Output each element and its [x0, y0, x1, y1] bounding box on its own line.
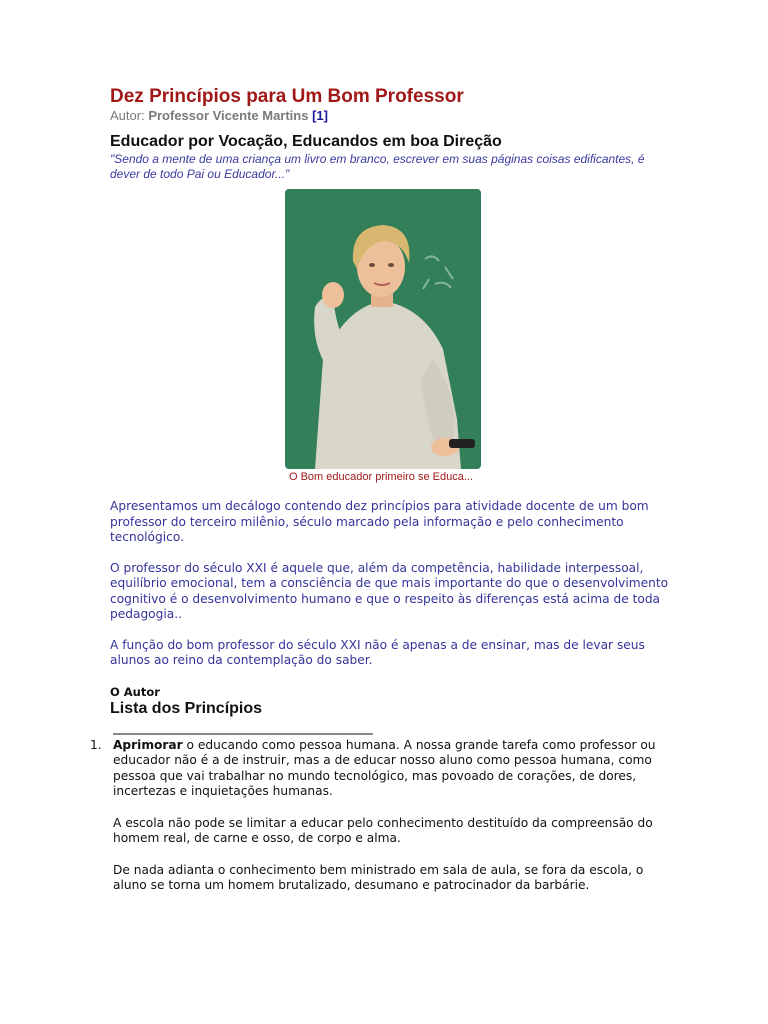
teacher-photo: [285, 189, 481, 469]
figure-caption: O Bom educador primeiro se Educa...: [288, 471, 474, 483]
author-heading: O Autor: [110, 684, 160, 699]
principle-paragraph-1: [113, 738, 670, 800]
principle-text: o educando como pessoa humana. A nossa grande tarefa como professor ou educador não é a de instruir, mas a de educar nosso aluno como pessoa humana, como pessoa que vai trabalhar no mundo tecnológico, mas povoado de corações, de dores, incertezas e inquietações humanas.: [113, 737, 656, 798]
principle-paragraph-2: A escola não pode se limitar a educar pelo conhecimento destituído da compreensão do homem real, de carne e osso, de corpo e alma.: [113, 815, 653, 845]
intro-paragraph-2: O professor do século XXI é aquele que, além da competência, habilidade interpessoal, equilíbrio emocional, tem a consciência de que mais importante do que o desenvolvimento cognitivo é o desenvolvimento humano e que o respeito às diferenças está acima de toda pedagogia..: [110, 560, 669, 621]
document: [90, 86, 670, 894]
author-line: [110, 108, 670, 124]
principle-lead: Aprimorar: [113, 737, 183, 752]
principle-paragraph-3: De nada adianta o conhecimento bem ministrado em sala de aula, se fora da escola, o aluno se torna um homem brutalizado, desumano e patrocinador da barbárie.: [113, 862, 644, 892]
divider: [113, 733, 373, 735]
figure: [285, 189, 481, 484]
author-label: Autor:: [110, 108, 145, 123]
page-title: Dez Princípios para Um Bom Professor: [110, 86, 464, 107]
author-name: Professor Vicente Martins: [148, 108, 309, 123]
principles-heading: Lista dos Princípios: [110, 699, 263, 717]
section-subtitle: Educador por Vocação, Educandos em boa Direção: [110, 133, 502, 150]
author-footnote-link[interactable]: [1]: [312, 108, 328, 123]
list-item: [90, 737, 670, 894]
epigraph-quote: "Sendo a mente de uma criança um livro em branco, escrever em suas páginas coisas edificantes, é dever de todo Pai ou Educador...": [110, 152, 645, 181]
intro-paragraph-3: A função do bom professor do século XXI não é apenas a de ensinar, mas de levar seus alunos ao reino da contemplação do saber.: [110, 637, 645, 667]
intro-paragraph-1: Apresentamos um decálogo contendo dez princípios para atividade docente de um bom professor do terceiro milênio, século marcado pela informação e pelo conhecimento tecnológico.: [110, 499, 649, 544]
list-item-number: 1.: [90, 737, 102, 752]
